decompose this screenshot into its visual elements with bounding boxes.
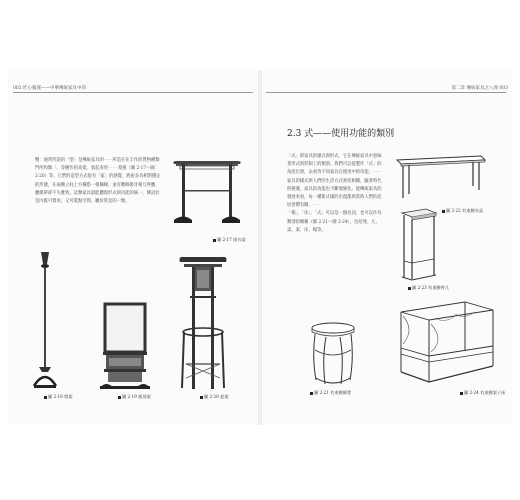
- section-title: 2.3 式——使用功能的類別: [287, 129, 395, 139]
- caption-fig-20: 圖 2·20 盆架: [200, 394, 229, 400]
- basin-stand-figure: [178, 252, 228, 392]
- caption-fig-22: 圖 2·22 有束腰長桌: [442, 208, 483, 214]
- right-paragraph-2: 家具的樣式與人們的生活方式密切相關，隨著時代的變遷，家具的功能也不斷地變化。從傳統家具的發展來看，每一種新式樣的出現都與當時人們的起居習慣有關，⋯⋯: [287, 178, 382, 209]
- long-table-figure: [395, 150, 487, 202]
- left-paragraph: 雙：通常所說的「型」是傳統家具的⋯⋯所造在在丰作的貨物種類門所和類「。等腰作的高架，架起來更⋯⋯ 架挑（圖 2·17～圖 2·20）等。它們的造型方式很有「家」的感覺，底座多為相對穩定的形態，在兩側立柱上方橫搭一根橫樑，並有雕飾掛牙相互呼應，雖簡單卻不失雅致。這類家具最能體現形式與功能的統一，陳設於室內既可實用，又可裝點空間，屬於常見的一類。: [35, 158, 161, 205]
- right-header-rule: [266, 92, 506, 93]
- incense-stand-figure: [400, 205, 438, 281]
- right-paragraph-3: 「榻」、「床」、「式」可以是一個名詞，也可以作為類別的總稱（圖 2·21～圖 2·24），包括凳、几、桌、案、床、榻等。: [287, 211, 382, 233]
- table-screen-figure: [100, 302, 150, 390]
- right-paragraph-1: 「式」即家具的樣式與形式，它在傳統家具中意味著形式與形制上的類別。我們可以從製作「式」的角度出發，去看待不同家具在使用中的功能，⋯⋯: [287, 154, 382, 176]
- left-page-header: 002 匠心獨運——中華傳統家具中的: [13, 86, 87, 91]
- caption-fig-18: 圖 2·18 燈架: [44, 394, 73, 400]
- right-page-header: 第二章 傳統家具之八義 003: [451, 86, 508, 91]
- left-header-rule: [13, 92, 253, 93]
- caption-fig-19: 圖 2·19 插屏架: [118, 394, 151, 400]
- left-body-text: [35, 157, 163, 242]
- caption-fig-23: 圖 2·23 有束腰香几: [408, 285, 449, 291]
- round-stool-figure: [310, 322, 356, 386]
- canopy-bed-figure: [395, 300, 497, 386]
- clothes-rack-figure: [172, 158, 242, 228]
- right-body-text: [287, 153, 382, 319]
- book-spine: [258, 70, 262, 425]
- caption-fig-17: 圖 2·17 掛衣架: [213, 237, 246, 243]
- caption-fig-24: 圖 2·24 有束腰架子床: [460, 390, 505, 396]
- caption-fig-21: 圖 2·21 有束腰圓凳: [310, 390, 351, 396]
- lamp-stand-figure: [33, 250, 57, 390]
